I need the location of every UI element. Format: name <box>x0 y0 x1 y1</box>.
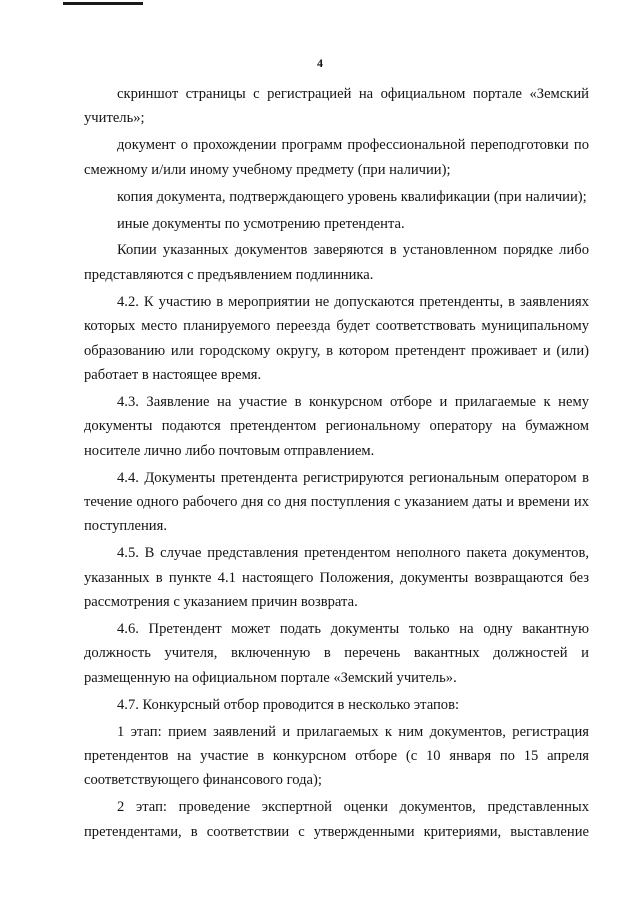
paragraph: 4.3. Заявление на участие в конкурсном отборе и прилагаемые к нему документы подаются претендентом региональному оператору на бумажном носителе лично либо почтовым отправлением. <box>84 393 589 459</box>
top-rule <box>63 2 143 5</box>
paragraph: скриншот страницы с регистрацией на официальном портале «Земский учитель»; <box>84 86 589 127</box>
paragraph: 4.5. В случае представления претендентом неполного пакета документов, указанных в пункте 4.1 настоящего Положения, документы возвращаются без рассмотрения с указанием причин возврата. <box>84 545 589 611</box>
page-number: 4 <box>317 56 323 70</box>
document-body <box>84 82 589 847</box>
paragraph: 1 этап: прием заявлений и прилагаемых к ним документов, регистрация претендентов на участие в конкурсном отборе (с 10 января по 15 апреля соответствующего финансового года); <box>84 723 589 789</box>
paragraph: документ о прохождении программ профессиональной переподготовки по смежному и/или иному учебному предмету (при наличии); <box>84 137 589 178</box>
paragraph: 4.2. К участию в мероприятии не допускаются претенденты, в заявлениях которых место планируемого переезда будет соответствовать муниципальному образованию или городскому округу, в котором претендент проживает и (или) работает в настоящее время. <box>84 293 589 383</box>
paragraph: Копии указанных документов заверяются в установленном порядке либо представляются с предъявлением подлинника. <box>84 242 589 283</box>
paragraph: иные документы по усмотрению претендента. <box>117 215 405 232</box>
paragraph: 4.7. Конкурсный отбор проводится в несколько этапов: <box>117 696 460 713</box>
paragraph: 4.4. Документы претендента регистрируются региональным оператором в течение одного рабочего дня со дня поступления с указанием даты и времени их поступления. <box>84 469 589 535</box>
paragraph: 2 этап: проведение экспертной оценки документов, представленных претендентами, в соответствии с утвержденными критериями, выставление <box>84 799 589 840</box>
paragraph: 4.6. Претендент может подать документы только на одну вакантную должность учителя, включенную в перечень вакантных должностей и размещенную на официальном портале «Земский учитель». <box>84 621 589 686</box>
paragraph: копия документа, подтверждающего уровень квалификации (при наличии); <box>117 188 587 205</box>
